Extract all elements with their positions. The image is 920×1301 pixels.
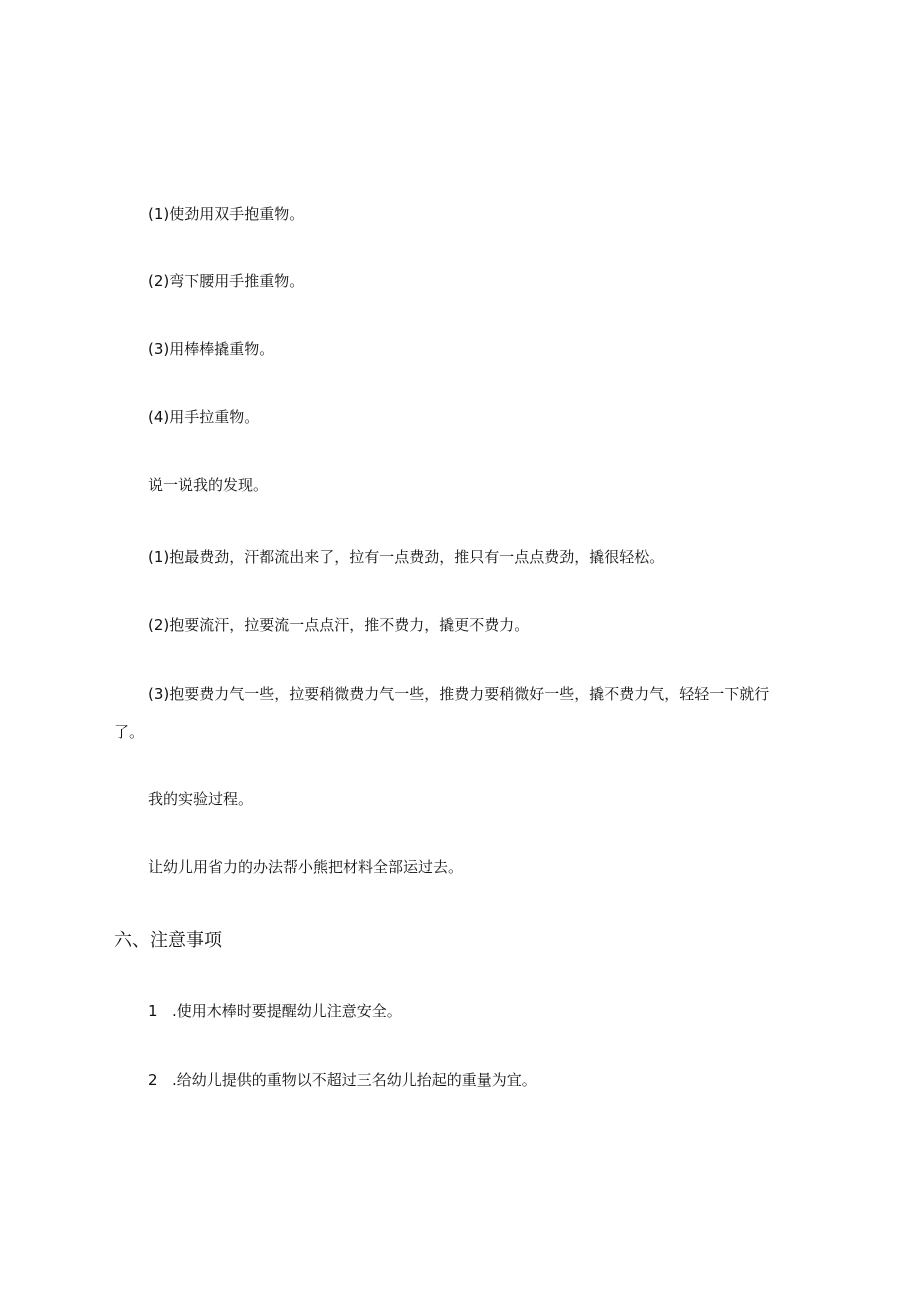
findings-intro: 说一说我的发现。: [148, 476, 269, 494]
note-item-1: [148, 1000, 402, 1022]
step-3: (3)用棒棒撬重物。: [148, 340, 275, 358]
step-4: (4)用手拉重物。: [148, 408, 260, 426]
note-number: 2: [148, 1071, 158, 1089]
step-2: (2)弯下腰用手推重物。: [148, 272, 305, 290]
step-1: (1)使劲用双手抱重物。: [148, 205, 305, 223]
note-item-2: [148, 1069, 537, 1091]
section-heading: 六、注意事项: [114, 930, 222, 951]
note-text: .使用木棒时要提醒幼儿注意安全。: [172, 1002, 402, 1020]
process-title: 我的实验过程。: [148, 790, 254, 808]
process-text: 让幼儿用省力的办法帮小熊把材料全部运过去。: [148, 858, 464, 876]
finding-2: (2)抱要流汗，拉要流一点点汗，推不费力，撬更不费力。: [148, 616, 530, 634]
note-text: .给幼儿提供的重物以不超过三名幼儿抬起的重量为宜。: [172, 1071, 537, 1089]
note-number: 1: [148, 1002, 158, 1020]
finding-1: (1)抱最费劲，汗都流出来了，拉有一点费劲，推只有一点点费劲，撬很轻松。: [148, 548, 665, 566]
finding-3: (3)抱要费力气一些，拉要稍微费力气一些，推费力要稍微好一些，撬不费力气，轻轻一下就行了。: [114, 685, 770, 741]
